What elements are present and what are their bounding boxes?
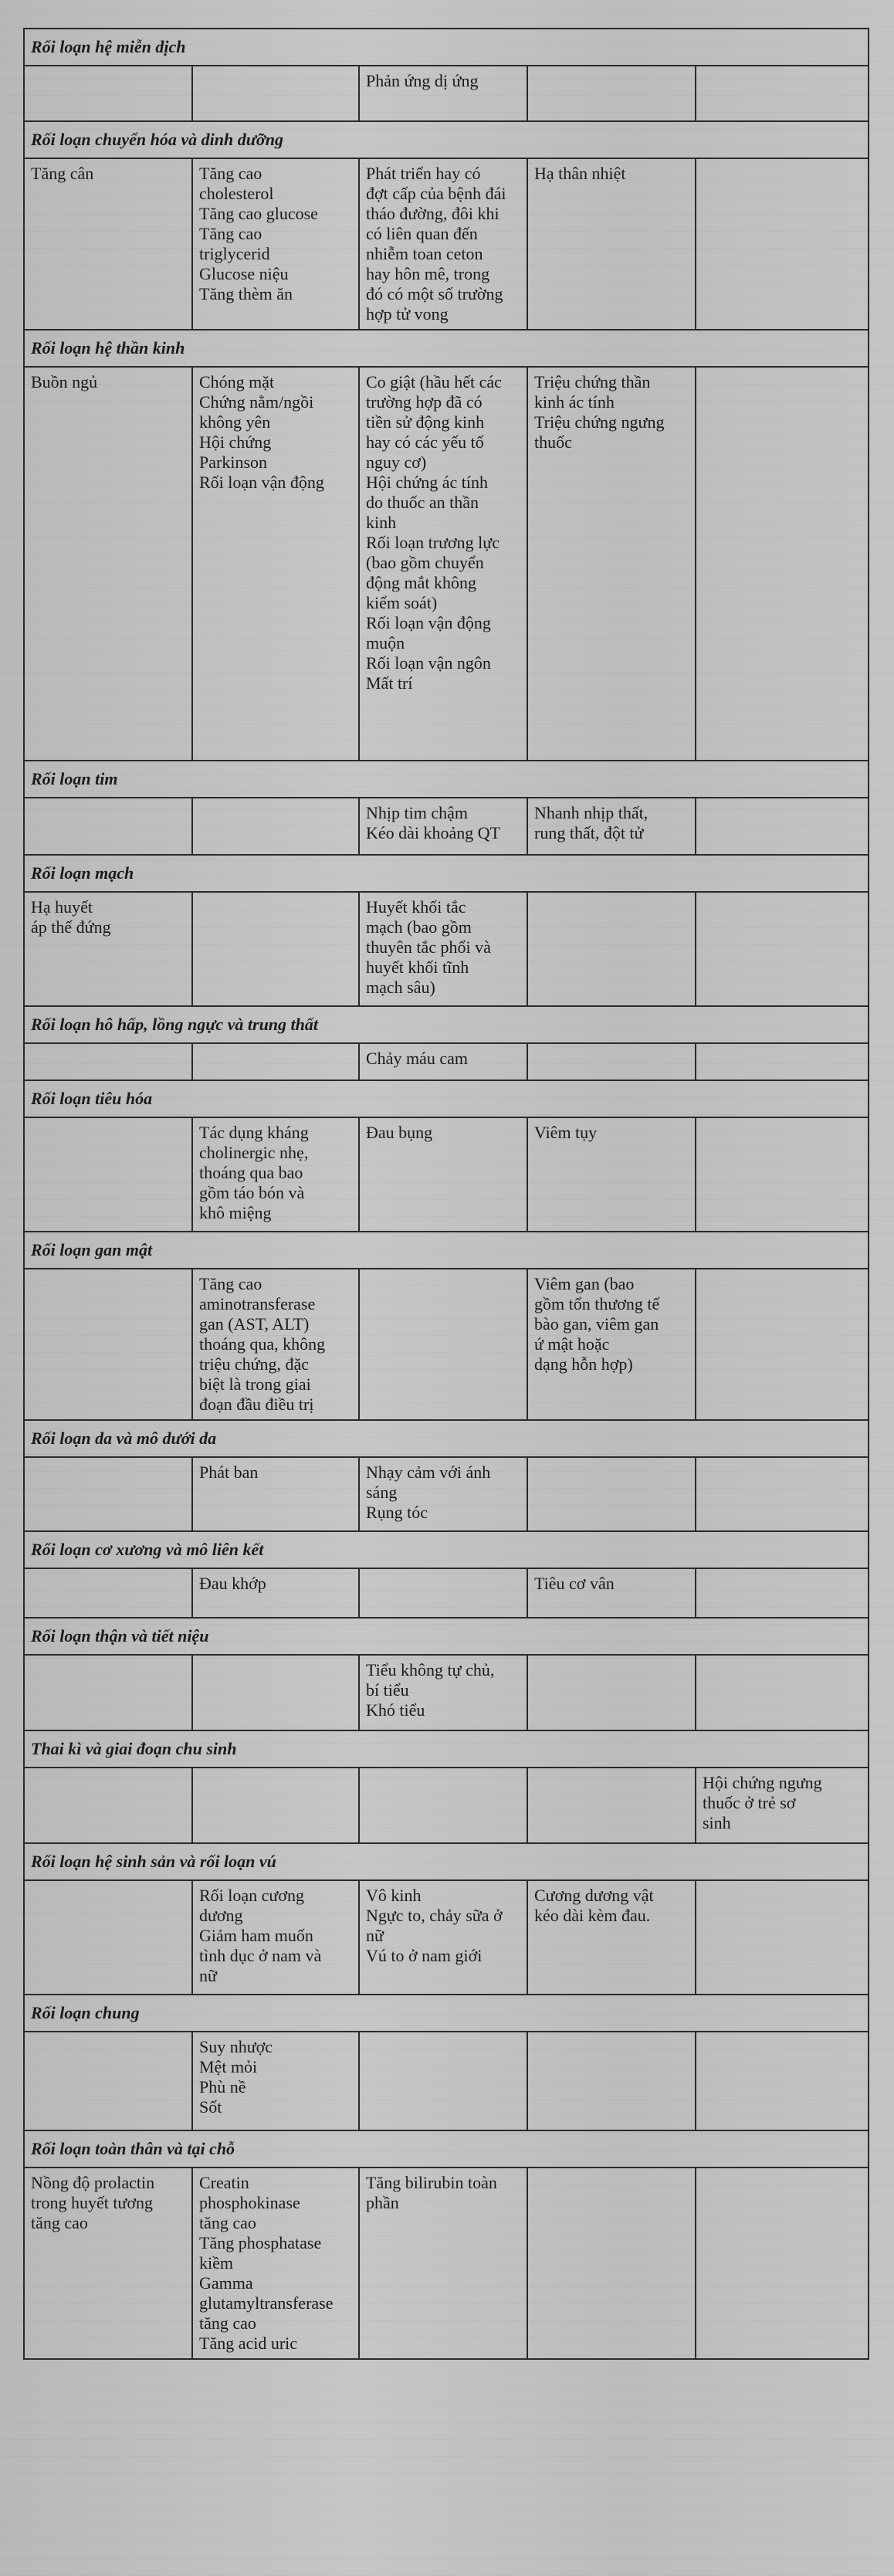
frequency-cell: [696, 1457, 869, 1531]
cell-text-line: nguy cơ): [366, 452, 427, 472]
cell-text-line: Triệu chứng ngưng: [534, 412, 665, 432]
table-row: [24, 2168, 869, 2359]
frequency-cell: [527, 2032, 696, 2130]
frequency-cell: [527, 1880, 696, 1995]
frequency-cell: [24, 892, 192, 1006]
cell-text-line: gồm táo bón và: [199, 1183, 305, 1202]
cell-text-line: Tăng cao: [199, 1274, 262, 1293]
frequency-cell: [24, 1043, 192, 1080]
frequency-cell: [696, 367, 869, 761]
frequency-cell: [24, 1117, 192, 1232]
cell-text-line: Glucose niệu: [199, 264, 289, 283]
cell-text-line: đoạn đầu điều trị: [199, 1395, 314, 1414]
frequency-cell: [24, 1655, 192, 1730]
section-title: Rối loạn chuyển hóa và dinh dưỡng: [24, 121, 869, 158]
cell-text-line: thoáng qua, không: [199, 1334, 326, 1354]
frequency-cell: [24, 2168, 192, 2359]
frequency-cell: [359, 158, 527, 330]
cell-text-line: Sốt: [199, 2097, 222, 2117]
section-title: Rối loạn hệ miễn dịch: [24, 29, 869, 66]
frequency-cell: [192, 1117, 359, 1232]
section-header-row: [24, 855, 869, 892]
frequency-cell: [192, 367, 359, 761]
section-header-row: [24, 2130, 869, 2168]
frequency-cell: [696, 2032, 869, 2130]
cell-text-line: nữ: [366, 1926, 384, 1945]
frequency-cell: [527, 66, 696, 121]
frequency-cell: [359, 66, 527, 121]
section-header-row: [24, 1232, 869, 1269]
frequency-cell: [359, 892, 527, 1006]
frequency-cell: [359, 798, 527, 855]
cell-text-line: Rối loạn trương lực: [366, 533, 499, 552]
frequency-cell: [696, 66, 869, 121]
section-title: Rối loạn da và mô dưới da: [24, 1420, 869, 1457]
frequency-cell: [359, 2032, 527, 2130]
cell-text-line: tình dục ở nam và: [199, 1946, 322, 1965]
cell-text-line: tháo đường, đôi khi: [366, 204, 499, 223]
cell-text-line: tăng cao: [31, 2213, 88, 2232]
cell-text-line: thuyên tắc phổi và: [366, 937, 491, 957]
cell-text-line: triệu chứng, đặc: [199, 1354, 310, 1374]
frequency-cell: [527, 1655, 696, 1730]
cell-text-line: động mắt không: [366, 573, 476, 592]
section-header-row: [24, 1080, 869, 1117]
cell-text-line: tăng cao: [199, 2213, 256, 2232]
cell-text-line: Rối loạn cương: [199, 1886, 304, 1905]
cell-text-line: Tiêu cơ vân: [534, 1574, 615, 1593]
section-title: Rối loạn hô hấp, lồng ngực và trung thất: [24, 1006, 869, 1043]
cell-text-line: kiểm soát): [366, 593, 438, 612]
cell-text-line: Rối loạn vận ngôn: [366, 653, 491, 673]
cell-text-line: kéo dài kèm đau.: [534, 1906, 651, 1925]
cell-text-line: triglycerid: [199, 244, 270, 263]
cell-text-line: hay hôn mê, trong: [366, 264, 490, 283]
frequency-cell: [696, 1117, 869, 1232]
cell-text-line: Viêm tụy: [534, 1123, 598, 1142]
frequency-cell: [24, 367, 192, 761]
cell-text-line: Tác dụng kháng: [199, 1123, 309, 1142]
frequency-cell: [359, 367, 527, 761]
adverse-effects-table: [23, 28, 869, 2360]
cell-text-line: Hội chứng ngưng: [703, 1773, 822, 1792]
cell-text-line: tiền sử động kinh: [366, 412, 485, 432]
cell-text-line: Buồn ngủ: [31, 372, 98, 391]
frequency-cell: [24, 158, 192, 330]
cell-text-line: Rụng tóc: [366, 1503, 428, 1522]
cell-text-line: (bao gồm chuyển: [366, 553, 484, 572]
frequency-cell: [24, 2032, 192, 2130]
cell-text-line: huyết khối tĩnh: [366, 958, 469, 977]
cell-text-line: gồm tổn thương tế: [534, 1294, 660, 1313]
cell-text-line: gan (AST, ALT): [199, 1314, 310, 1334]
cell-text-line: Tăng acid uric: [199, 2334, 298, 2353]
cell-text-line: bí tiểu: [366, 1680, 409, 1700]
frequency-cell: [192, 1457, 359, 1531]
cell-text-line: Chảy máu cam: [366, 1049, 468, 1068]
frequency-cell: [359, 1117, 527, 1232]
table-row: [24, 1568, 869, 1618]
section-header-row: [24, 29, 869, 66]
cell-text-line: Hội chứng: [199, 432, 272, 452]
cell-text-line: sinh: [703, 1813, 731, 1832]
cell-text-line: hợp tử vong: [366, 304, 449, 324]
cell-text-line: bào gan, viêm gan: [534, 1314, 659, 1334]
cell-text-line: Đau khớp: [199, 1574, 266, 1593]
frequency-cell: [192, 2032, 359, 2130]
cell-text-line: Nồng độ prolactin: [31, 2173, 155, 2192]
section-header-row: [24, 1843, 869, 1880]
section-title: Rối loạn hệ sinh sản và rối loạn vú: [24, 1843, 869, 1880]
cell-text-line: Tiểu không tự chủ,: [366, 1660, 495, 1679]
cell-text-line: Phát ban: [199, 1463, 259, 1482]
frequency-cell: [696, 1043, 869, 1080]
cell-text-line: aminotransferase: [199, 1294, 316, 1313]
cell-text-line: Parkinson: [199, 452, 267, 472]
section-title: Rối loạn hệ thần kinh: [24, 330, 869, 367]
cell-text-line: có liên quan đến: [366, 224, 478, 243]
frequency-cell: [527, 1457, 696, 1531]
frequency-cell: [359, 1043, 527, 1080]
cell-text-line: kiềm: [199, 2253, 233, 2273]
table-row: [24, 66, 869, 121]
table-row: [24, 1768, 869, 1843]
table-row: [24, 1117, 869, 1232]
cell-text-line: phần: [366, 2193, 399, 2212]
frequency-cell: [192, 1655, 359, 1730]
cell-text-line: rung thất, đột tử: [534, 823, 644, 842]
frequency-cell: [359, 1568, 527, 1618]
cell-text-line: không yên: [199, 412, 271, 432]
cell-text-line: Tăng cao: [199, 164, 262, 183]
section-title: Rối loạn cơ xương và mô liên kết: [24, 1531, 869, 1568]
frequency-cell: [359, 1768, 527, 1843]
frequency-cell: [696, 2168, 869, 2359]
frequency-cell: [192, 1043, 359, 1080]
cell-text-line: phosphokinase: [199, 2193, 300, 2212]
cell-text-line: Vô kinh: [366, 1886, 422, 1905]
cell-text-line: nữ: [199, 1966, 217, 1985]
cell-text-line: Giảm ham muốn: [199, 1926, 313, 1945]
section-header-row: [24, 1006, 869, 1043]
table-row: [24, 158, 869, 330]
cell-text-line: nhiễm toan ceton: [366, 244, 483, 263]
frequency-cell: [24, 1457, 192, 1531]
cell-text-line: đợt cấp của bệnh đái: [366, 184, 506, 203]
frequency-cell: [24, 798, 192, 855]
cell-text-line: Phản ứng dị ứng: [366, 71, 479, 90]
cell-text-line: Mệt mỏi: [199, 2057, 258, 2076]
cell-text-line: Vú to ở nam giới: [366, 1946, 483, 1965]
cell-text-line: cholesterol: [199, 184, 274, 203]
frequency-cell: [696, 892, 869, 1006]
cell-text-line: Hội chứng ác tính: [366, 473, 488, 492]
section-header-row: [24, 1420, 869, 1457]
cell-text-line: Ngực to, chảy sữa ở: [366, 1906, 503, 1925]
frequency-cell: [527, 158, 696, 330]
cell-text-line: trong huyết tương: [31, 2193, 153, 2212]
frequency-cell: [24, 1269, 192, 1420]
section-header-row: [24, 1618, 869, 1655]
cell-text-line: kinh ác tính: [534, 392, 615, 412]
frequency-cell: [696, 1768, 869, 1843]
section-header-row: [24, 761, 869, 798]
cell-text-line: Phát triển hay có: [366, 164, 481, 183]
section-header-row: [24, 1531, 869, 1568]
frequency-cell: [192, 1568, 359, 1618]
cell-text-line: glutamyltransferase: [199, 2293, 334, 2313]
cell-text-line: do thuốc an thần: [366, 493, 479, 512]
cell-text-line: thuốc: [534, 432, 572, 452]
frequency-cell: [527, 1117, 696, 1232]
cell-text-line: Suy nhược: [199, 2037, 273, 2056]
cell-text-line: Mất trí: [366, 673, 413, 693]
frequency-cell: [359, 1457, 527, 1531]
cell-text-line: Nhạy cảm với ánh: [366, 1463, 491, 1482]
cell-text-line: Hạ huyết: [31, 897, 93, 917]
section-title: Rối loạn tiêu hóa: [24, 1080, 869, 1117]
cell-text-line: Phù nề: [199, 2077, 246, 2096]
cell-text-line: Tăng cao: [199, 224, 262, 243]
table-row: [24, 367, 869, 761]
frequency-cell: [527, 1568, 696, 1618]
table-row: [24, 1457, 869, 1531]
section-title: Rối loạn gan mật: [24, 1232, 869, 1269]
cell-text-line: Tăng bilirubin toàn: [366, 2173, 497, 2192]
section-title: Rối loạn mạch: [24, 855, 869, 892]
section-header-row: [24, 1730, 869, 1768]
cell-text-line: trường hợp đã có: [366, 392, 483, 412]
cell-text-line: Viêm gan (bao: [534, 1274, 635, 1293]
cell-text-line: Cương dương vật: [534, 1886, 654, 1905]
section-title: Rối loạn toàn thân và tại chỗ: [24, 2130, 869, 2168]
cell-text-line: Huyết khối tắc: [366, 897, 466, 917]
table-row: [24, 892, 869, 1006]
section-header-row: [24, 121, 869, 158]
cell-text-line: dạng hỗn hợp): [534, 1354, 633, 1374]
frequency-cell: [527, 1043, 696, 1080]
cell-text-line: thuốc ở trẻ sơ: [703, 1793, 796, 1812]
cell-text-line: tăng cao: [199, 2313, 256, 2333]
cell-text-line: Rối loạn vận động: [366, 613, 491, 632]
cell-text-line: Rối loạn vận động: [199, 473, 324, 492]
section-title: Rối loạn chung: [24, 1995, 869, 2032]
table-row: [24, 1269, 869, 1420]
frequency-cell: [696, 1269, 869, 1420]
table-row: [24, 1655, 869, 1730]
cell-text-line: áp thế đứng: [31, 917, 111, 937]
section-header-row: [24, 1995, 869, 2032]
frequency-cell: [192, 1768, 359, 1843]
frequency-cell: [192, 798, 359, 855]
cell-text-line: sáng: [366, 1483, 398, 1502]
cell-text-line: Tăng cân: [31, 164, 94, 183]
cell-text-line: Kéo dài khoảng QT: [366, 823, 501, 842]
cell-text-line: Đau bụng: [366, 1123, 433, 1142]
cell-text-line: Nhịp tim chậm: [366, 803, 468, 822]
table-row: [24, 2032, 869, 2130]
cell-text-line: Gamma: [199, 2273, 253, 2293]
frequency-cell: [359, 1880, 527, 1995]
cell-text-line: hay có các yếu tố: [366, 432, 484, 452]
cell-text-line: mạch sâu): [366, 978, 435, 997]
frequency-cell: [696, 1568, 869, 1618]
frequency-cell: [527, 892, 696, 1006]
frequency-cell: [24, 1880, 192, 1995]
table-row: [24, 798, 869, 855]
cell-text-line: Creatin: [199, 2173, 249, 2192]
frequency-cell: [527, 2168, 696, 2359]
section-title: Rối loạn thận và tiết niệu: [24, 1618, 869, 1655]
frequency-cell: [24, 66, 192, 121]
table-body: [24, 29, 869, 2359]
cell-text-line: muộn: [366, 633, 405, 652]
frequency-cell: [359, 1269, 527, 1420]
cell-text-line: thoáng qua bao: [199, 1163, 303, 1182]
frequency-cell: [192, 66, 359, 121]
table-row: [24, 1043, 869, 1080]
frequency-cell: [24, 1568, 192, 1618]
frequency-cell: [24, 1768, 192, 1843]
cell-text-line: Nhanh nhịp thất,: [534, 803, 648, 822]
cell-text-line: Tăng cao glucose: [199, 204, 318, 223]
cell-text-line: kinh: [366, 513, 397, 532]
cell-text-line: Chóng mặt: [199, 372, 275, 391]
cell-text-line: mạch (bao gồm: [366, 917, 472, 937]
section-header-row: [24, 330, 869, 367]
frequency-cell: [696, 1880, 869, 1995]
frequency-cell: [696, 158, 869, 330]
frequency-cell: [359, 2168, 527, 2359]
cell-text-line: dương: [199, 1906, 243, 1925]
frequency-cell: [359, 1655, 527, 1730]
cell-text-line: đó có một số trường: [366, 284, 503, 303]
cell-text-line: Co giật (hầu hết các: [366, 372, 502, 391]
section-title: Thai kì và giai đoạn chu sinh: [24, 1730, 869, 1768]
cell-text-line: Khó tiểu: [366, 1700, 425, 1720]
frequency-cell: [192, 892, 359, 1006]
section-title: Rối loạn tim: [24, 761, 869, 798]
cell-text-line: Chứng nằm/ngồi: [199, 392, 314, 412]
frequency-cell: [527, 1768, 696, 1843]
cell-text-line: ứ mật hoặc: [534, 1334, 610, 1354]
frequency-cell: [696, 1655, 869, 1730]
frequency-cell: [527, 367, 696, 761]
frequency-cell: [192, 1880, 359, 1995]
cell-text-line: Hạ thân nhiệt: [534, 164, 626, 183]
frequency-cell: [527, 1269, 696, 1420]
cell-text-line: Tăng phosphatase: [199, 2233, 322, 2252]
frequency-cell: [192, 158, 359, 330]
cell-text-line: Tăng thèm ăn: [199, 284, 293, 303]
frequency-cell: [192, 2168, 359, 2359]
frequency-cell: [192, 1269, 359, 1420]
cell-text-line: cholinergic nhẹ,: [199, 1143, 309, 1162]
frequency-cell: [696, 798, 869, 855]
frequency-cell: [527, 798, 696, 855]
cell-text-line: biệt là trong giai: [199, 1374, 311, 1394]
cell-text-line: Triệu chứng thần: [534, 372, 651, 391]
cell-text-line: khô miệng: [199, 1203, 272, 1222]
table-row: [24, 1880, 869, 1995]
